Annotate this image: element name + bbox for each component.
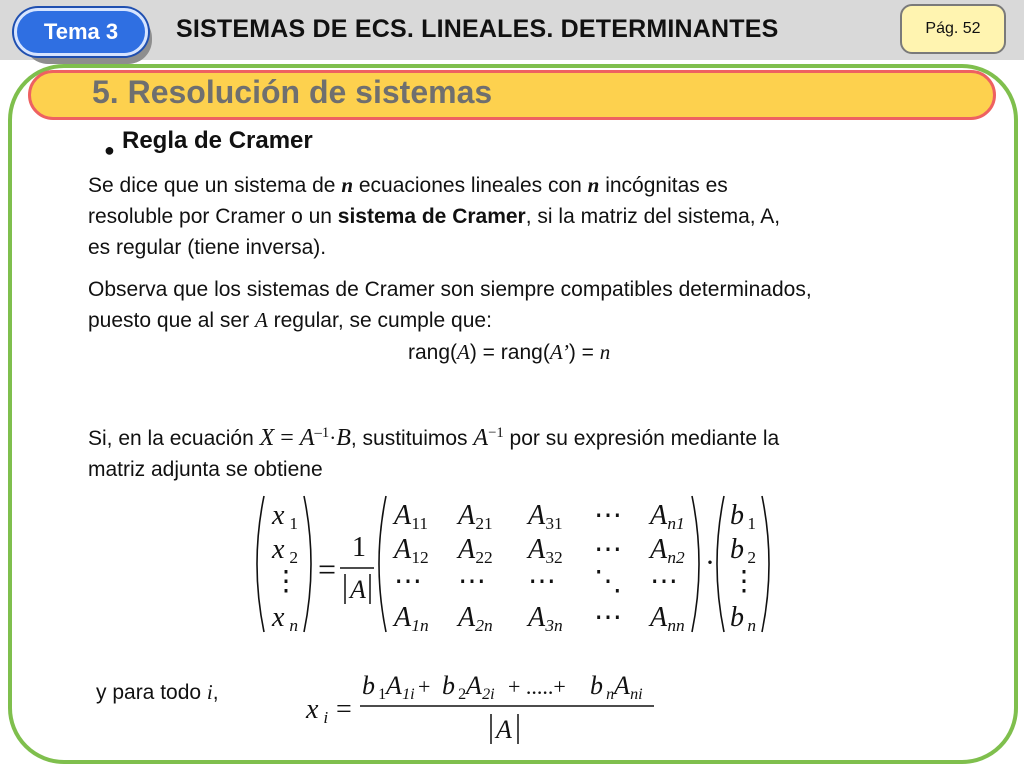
math-a: A bbox=[473, 425, 489, 451]
x-vector-entry bbox=[271, 500, 298, 533]
formula-numerator-term bbox=[612, 671, 643, 703]
b-vector-entry bbox=[730, 566, 758, 597]
symbol-base: ⋯ bbox=[458, 566, 486, 597]
formula-operator: + bbox=[418, 674, 431, 699]
symbol-subscript: ni bbox=[630, 686, 643, 703]
adjugate-entry bbox=[594, 602, 622, 633]
text: rang( bbox=[408, 341, 458, 364]
b-vector bbox=[717, 496, 769, 635]
formula-lhs bbox=[305, 694, 328, 727]
x-vector-entry bbox=[271, 602, 298, 635]
symbol-base: A bbox=[458, 602, 476, 633]
math-a: A bbox=[457, 340, 470, 364]
symbol-subscript: 1 bbox=[378, 686, 387, 703]
symbol-subscript: 12 bbox=[411, 548, 429, 567]
equals-sign: = bbox=[318, 551, 337, 587]
math-n: n bbox=[587, 173, 600, 197]
math-a: A bbox=[254, 308, 268, 332]
formula-numerator-term bbox=[590, 671, 614, 703]
symbol-subscript: nn bbox=[667, 616, 685, 635]
symbol-base: x bbox=[272, 602, 285, 633]
text: ) = bbox=[568, 341, 600, 364]
text: Si, en la ecuación bbox=[88, 427, 260, 450]
adjugate-entry bbox=[594, 500, 622, 531]
adjugate-entry bbox=[392, 602, 429, 635]
symbol-base: ⋱ bbox=[594, 566, 622, 597]
symbol-subscript: 1 bbox=[289, 514, 299, 533]
math-exponent: –1 bbox=[314, 425, 330, 441]
symbol-subscript: 2i bbox=[482, 686, 495, 703]
symbol-base: b bbox=[730, 534, 744, 565]
symbol-base: A bbox=[386, 671, 402, 700]
symbol-subscript: 1 bbox=[747, 514, 757, 533]
math-a: A bbox=[299, 425, 315, 451]
header-title: SISTEMAS DE ECS. LINEALES. DETERMINANTES bbox=[176, 15, 779, 43]
subheading: Regla de Cramer bbox=[122, 127, 313, 154]
text: es regular (tiene inversa). bbox=[88, 236, 327, 259]
math-equals: = bbox=[274, 425, 300, 451]
text: ecuaciones lineales con bbox=[353, 174, 588, 197]
symbol-base: A bbox=[394, 602, 412, 633]
adjugate-entry bbox=[650, 566, 678, 597]
adjugate-entry bbox=[526, 500, 563, 533]
symbol-subscript: n bbox=[747, 616, 757, 635]
b-vector-entry bbox=[730, 534, 756, 567]
text: , bbox=[212, 681, 219, 704]
text: incógnitas es bbox=[599, 174, 728, 197]
symbol-base: A bbox=[650, 602, 668, 633]
symbol-base: A bbox=[458, 500, 476, 531]
symbol-base: A bbox=[650, 500, 668, 531]
symbol-subscript: 22 bbox=[475, 548, 493, 567]
adjugate-entry bbox=[648, 534, 685, 567]
bullet-icon: ● bbox=[104, 140, 115, 160]
formula-numerator-term bbox=[384, 671, 415, 703]
symbol-subscript: i bbox=[323, 708, 329, 727]
adjugate-entry bbox=[456, 534, 493, 567]
symbol-subscript: 21 bbox=[475, 514, 493, 533]
math-exponent: −1 bbox=[488, 425, 504, 441]
symbol-base: A bbox=[394, 534, 412, 565]
adjugate-entry bbox=[392, 500, 428, 533]
b-vector-entry bbox=[730, 602, 756, 635]
symbol-subscript: 2 bbox=[289, 548, 299, 567]
symbol-base: A bbox=[614, 671, 630, 700]
general-formula bbox=[305, 671, 654, 744]
formula-denominator: A bbox=[496, 715, 512, 744]
adjugate-entry bbox=[528, 566, 556, 597]
text: y para todo bbox=[96, 681, 207, 704]
section-title: 5. Resolución de sistemas bbox=[92, 74, 493, 110]
adjugate-entry bbox=[648, 500, 685, 533]
adjugate-entry bbox=[394, 566, 422, 597]
product-dot: · bbox=[705, 546, 715, 579]
for-all-label bbox=[96, 680, 219, 705]
fraction-denominator: A bbox=[350, 575, 366, 604]
formula-numerator-term bbox=[362, 671, 386, 703]
adjugate-entry bbox=[456, 602, 493, 635]
adjugate-entry bbox=[392, 534, 429, 567]
symbol-base: A bbox=[528, 500, 546, 531]
adjugate-matrix bbox=[379, 496, 699, 635]
symbol-base: ⋮ bbox=[730, 566, 758, 597]
symbol-base: b bbox=[362, 671, 375, 700]
symbol-base: A bbox=[394, 500, 412, 531]
symbol-base: A bbox=[528, 602, 546, 633]
adjugate-entry bbox=[648, 602, 685, 635]
adjugate-entry bbox=[526, 602, 563, 635]
equals-sign: = bbox=[336, 694, 352, 725]
symbol-subscript: n bbox=[606, 686, 615, 703]
symbol-subscript: n2 bbox=[667, 548, 685, 567]
formula-numerator-term bbox=[464, 671, 495, 703]
math-n: n bbox=[341, 173, 354, 197]
topic-badge[interactable]: Tema 3 bbox=[14, 8, 148, 56]
symbol-base: b bbox=[442, 671, 455, 700]
symbol-base: ⋯ bbox=[594, 534, 622, 565]
adjugate-entry bbox=[594, 566, 622, 597]
symbol-base: A bbox=[528, 534, 546, 565]
symbol-subscript: 1i bbox=[402, 686, 415, 703]
symbol-subscript: 3n bbox=[545, 616, 563, 635]
left-paren bbox=[717, 496, 724, 632]
bold-term: sistema de Cramer bbox=[337, 205, 526, 228]
text: por su expresión mediante la bbox=[503, 427, 780, 450]
symbol-subscript: n1 bbox=[667, 514, 685, 533]
text: , si la matriz del sistema, A, bbox=[525, 205, 781, 228]
symbol-subscript: 31 bbox=[545, 514, 563, 533]
text: Se dice que un sistema de bbox=[88, 174, 342, 197]
left-paren bbox=[379, 496, 386, 632]
math-b: B bbox=[336, 425, 351, 451]
text: , sustituimos bbox=[350, 427, 474, 450]
text: matriz adjunta se obtiene bbox=[88, 458, 323, 481]
right-paren bbox=[304, 496, 311, 632]
formula-numerator-term bbox=[442, 671, 466, 703]
symbol-base: A bbox=[458, 534, 476, 565]
right-paren bbox=[762, 496, 769, 632]
left-paren bbox=[257, 496, 264, 632]
text: resoluble por Cramer o un bbox=[88, 205, 338, 228]
symbol-base: ⋯ bbox=[394, 566, 422, 597]
math-i: i bbox=[206, 680, 213, 704]
symbol-subscript: 2 bbox=[458, 686, 467, 703]
symbol-subscript: 32 bbox=[545, 548, 563, 567]
symbol-base: x bbox=[272, 500, 285, 531]
math-x: X bbox=[259, 425, 275, 451]
symbol-subscript: 11 bbox=[411, 514, 429, 533]
symbol-base: ⋯ bbox=[594, 500, 622, 531]
symbol-base: x bbox=[272, 534, 285, 565]
symbol-base: b bbox=[730, 500, 744, 531]
adjugate-entry bbox=[526, 534, 563, 567]
symbol-base: ⋯ bbox=[528, 566, 556, 597]
symbol-base: ⋯ bbox=[650, 566, 678, 597]
math-n: n bbox=[599, 340, 611, 364]
x-vector-entry bbox=[272, 566, 300, 597]
right-paren bbox=[692, 496, 699, 632]
adjugate-entry bbox=[458, 566, 486, 597]
symbol-subscript: 2n bbox=[475, 616, 493, 635]
formula-operator: + .....+ bbox=[508, 674, 566, 699]
symbol-base: A bbox=[650, 534, 668, 565]
symbol-base: b bbox=[730, 602, 744, 633]
x-vector-entry bbox=[271, 534, 298, 567]
symbol-base: b bbox=[590, 671, 603, 700]
symbol-base: ⋯ bbox=[594, 602, 622, 633]
symbol-base: ⋮ bbox=[272, 566, 300, 597]
text: ) = rang( bbox=[469, 341, 550, 364]
symbol-subscript: 1n bbox=[411, 616, 429, 635]
text: Observa que los sistemas de Cramer son siempre compatibles determinados, bbox=[88, 278, 812, 301]
math-a-prime: A’ bbox=[549, 340, 569, 364]
math-dot: · bbox=[329, 426, 337, 450]
text: regular, se cumple que: bbox=[267, 309, 492, 332]
adjugate-entry bbox=[456, 500, 493, 533]
b-vector-entry bbox=[730, 500, 756, 533]
adjugate-entry bbox=[594, 534, 622, 565]
x-vector bbox=[257, 496, 311, 635]
page-number-badge: Pág. 52 bbox=[900, 4, 1006, 54]
symbol-subscript: 2 bbox=[747, 548, 757, 567]
symbol-subscript: n bbox=[289, 616, 299, 635]
symbol-base: x bbox=[306, 694, 319, 725]
fraction-numerator: 1 bbox=[352, 532, 366, 563]
text: puesto que al ser bbox=[88, 309, 255, 332]
symbol-base: A bbox=[466, 671, 482, 700]
